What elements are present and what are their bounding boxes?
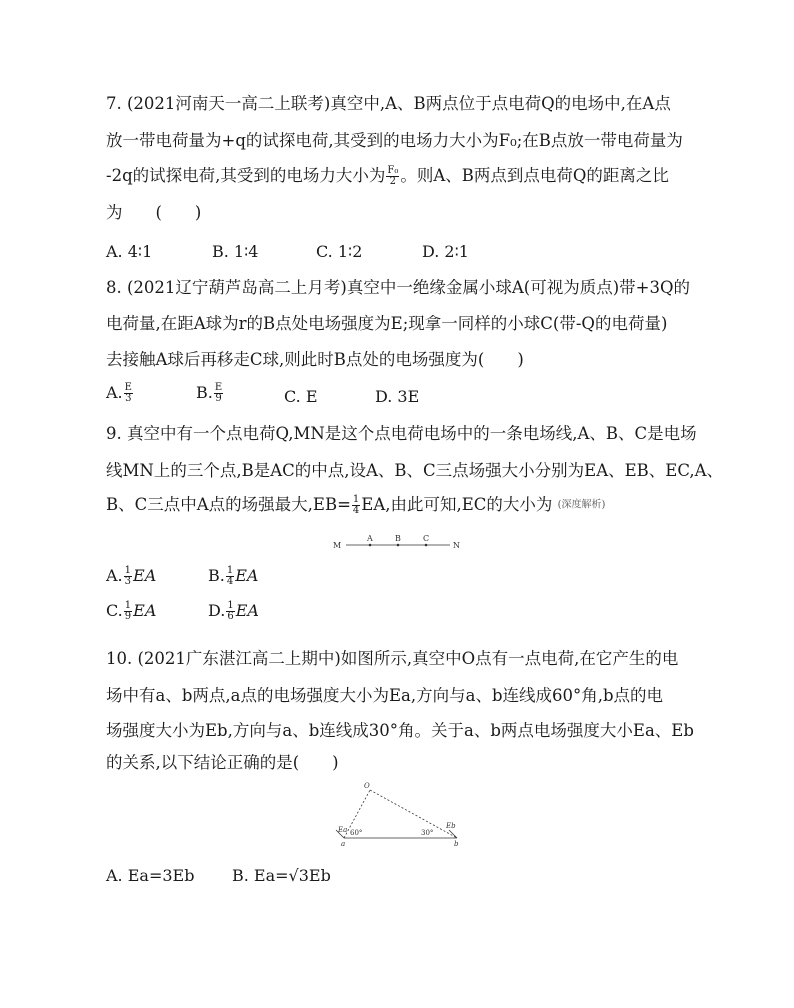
q9-option-a: A. $\frac{1}{3}$ EA	[106, 565, 157, 587]
q7-line-3b: 。则A、B两点到点电荷Q的距离之比	[400, 166, 669, 185]
q10-triangle-figure	[330, 780, 470, 855]
q9-field-line-figure	[330, 533, 470, 553]
q8-line-2: 电荷量,在距A球为r的B点处电场强度为E;现拿一同样的小球C(带-Q的电荷量)	[106, 314, 668, 333]
q10-line-3: 场强度大小为Eb,方向与a、b连线成30°角。关于a、b两点电场强度大小Ea、Eb	[106, 721, 694, 740]
q10-line-1: 10. (2021广东湛江高二上期中)如图所示,真空中O点有一点电荷,在它产生的电	[106, 649, 679, 668]
q8-option-a: A. $\frac{E}{3}$	[106, 382, 132, 404]
label-ea: Ea	[338, 826, 348, 834]
q7-option-b: B. 1∶4	[212, 242, 259, 261]
q8-option-c: C. E	[284, 387, 318, 406]
q7-option-d: D. 2∶1	[422, 242, 469, 261]
q9-line-3: B、C三点中A点的场强最大,EB= $\frac{1}{4}$ EA,由此可知,EC的大小为 (深度解析)	[106, 494, 606, 516]
q9-line-2: 线MN上的三个点,B是AC的中点,设A、B、C三点场强大小分别为EA、EB、EC,A、	[106, 461, 724, 480]
label-eb: Eb	[446, 822, 456, 830]
q9-analysis-tag: (深度解析)	[557, 499, 606, 511]
q10-line-2: 场中有a、b两点,a点的电场强度大小为Ea,方向与a、b连线成60°角,b点的电	[106, 686, 664, 705]
q9-fraction: $\frac{1}{4}$	[352, 494, 360, 516]
label-b: B	[395, 534, 401, 543]
q7-line-3	[106, 166, 669, 187]
label-c: C	[423, 534, 430, 543]
q7-line-1: 7. (2021河南天一高二上联考)真空中,A、B两点位于点电荷Q的电场中,在A点	[106, 94, 671, 113]
label-b: b	[454, 840, 459, 848]
q7-line-4: 为 ( )	[106, 203, 202, 222]
label-a: A	[367, 534, 373, 543]
q9-option-b: B. $\frac{1}{4}$ EA	[208, 565, 259, 587]
q7-option-a: A. 4∶1	[106, 242, 153, 261]
q10-option-a: A. Ea=3Eb	[106, 866, 195, 885]
label-m: M	[333, 541, 342, 550]
q8-option-d: D. 3E	[375, 387, 420, 406]
label-n: N	[453, 541, 460, 550]
q7-option-c: C. 1∶2	[316, 242, 363, 261]
q9-option-c: C. $\frac{1}{9}$ EA	[106, 600, 157, 622]
q7-fraction: $\frac{\text{F₀}}{2}$	[387, 165, 399, 187]
q8-line-1: 8. (2021辽宁葫芦岛高二上月考)真空中一绝缘金属小球A(可视为质点)带+3Q的	[106, 278, 690, 297]
q9-option-d: D. $\frac{1}{6}$ EA	[208, 600, 259, 622]
q10-option-b: B. Ea=√3Eb	[232, 866, 331, 885]
q10-line-4: 的关系,以下结论正确的是( )	[106, 753, 339, 772]
q8-line-3: 去接触A球后再移走C球,则此时B点处的电场强度为( )	[106, 350, 524, 369]
q7-line-2: 放一带电荷量为+q的试探电荷,其受到的电场力大小为F₀;在B点放一带电荷量为	[106, 131, 683, 150]
q7-line-3a: -2q的试探电荷,其受到的电场力大小为	[106, 166, 386, 185]
angle-30: 30°	[421, 829, 434, 837]
label-a: a	[341, 840, 346, 848]
angle-60: 60°	[350, 829, 363, 837]
q8-option-b: B. $\frac{E}{9}$	[196, 382, 223, 404]
q9-line-1: 9. 真空中有一个点电荷Q,MN是这个点电荷电场中的一条电场线,A、B、C是电场	[106, 424, 697, 443]
label-o: O	[364, 782, 370, 790]
